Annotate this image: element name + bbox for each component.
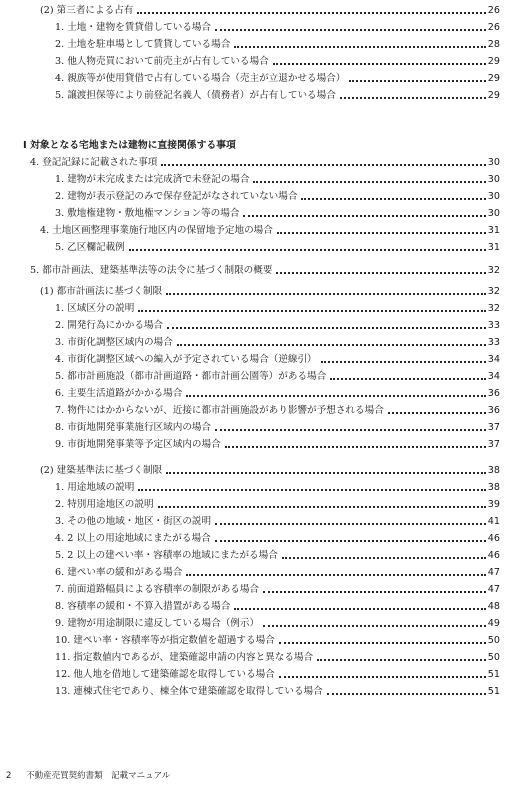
- toc-entry: [0, 528, 500, 545]
- toc-leader-dots: [273, 63, 486, 65]
- toc-entry: [0, 237, 500, 254]
- toc-entry: [0, 383, 500, 400]
- toc-entry: [0, 186, 500, 203]
- toc-leader-dots: [167, 327, 486, 329]
- toc-entry: [0, 349, 500, 366]
- toc-page-number: 36: [487, 405, 500, 416]
- toc-page-number: 41: [487, 516, 500, 527]
- toc-leader-dots: [276, 272, 485, 274]
- toc-leader-dots: [263, 591, 486, 593]
- toc-leader-dots: [277, 232, 486, 234]
- toc-entry-title: 5. 都市計画施設（都市計画道路・都市計画公園等）がある場合: [55, 371, 327, 382]
- toc-leader-dots: [301, 198, 485, 200]
- toc-page-number: 29: [487, 90, 500, 101]
- toc-page-number: 36: [487, 388, 500, 399]
- toc-page-number: 46: [487, 533, 500, 544]
- toc-page-number: 51: [487, 686, 500, 697]
- toc-entry: [0, 298, 500, 315]
- toc-entry-title: 8. 容積率の緩和・不算入措置がある場合: [55, 601, 231, 612]
- toc-leader-dots: [177, 344, 486, 346]
- toc-leader-dots: [138, 310, 485, 312]
- toc-entry: [0, 460, 500, 477]
- toc-entry-title: 5. 都市計画法、建築基準法等の法令に基づく制限の概要: [30, 265, 273, 276]
- toc-leader-dots: [215, 29, 486, 31]
- toc-entry: [0, 34, 500, 51]
- toc-entry: [0, 315, 500, 332]
- toc-entry: [0, 664, 500, 681]
- toc-entry: [0, 400, 500, 417]
- toc-entry-title: 4. 登記記録に記載された事項: [30, 157, 158, 168]
- toc-page-number: 28: [487, 39, 500, 50]
- toc-entry-title: 3. その他の地域・地区・街区の説明: [55, 516, 212, 527]
- toc-leader-dots: [234, 608, 485, 610]
- toc-entry: [0, 477, 500, 494]
- toc-page-number: 30: [487, 208, 500, 219]
- toc-page-number: 30: [487, 191, 500, 202]
- toc-page-number: 46: [487, 550, 500, 561]
- toc-entry-title: 1. 用途地域の説明: [55, 482, 135, 493]
- toc-leader-dots: [166, 293, 486, 295]
- toc-entry: [0, 434, 500, 451]
- toc-leader-dots: [263, 625, 486, 627]
- toc-entry-title: 13. 連棟式住宅であり、棟全体で建築確認を取得している場合: [55, 686, 323, 697]
- toc-entry-title: 3. 市街化調整区域内の場合: [55, 337, 173, 348]
- toc-entry-title: (1) 都市計画法に基づく制限: [40, 286, 163, 297]
- toc-entry: [0, 51, 500, 68]
- toc-entry: [0, 681, 500, 698]
- toc-entry-title: 3. 他人物売買において前売主が占有している場合: [55, 56, 269, 67]
- toc-leader-dots: [215, 429, 486, 431]
- toc-page-number: 29: [487, 73, 500, 84]
- toc-leader-dots: [243, 215, 485, 217]
- toc-entry: [0, 0, 500, 17]
- toc-leader-dots: [158, 506, 486, 508]
- toc-page-number: 47: [487, 584, 500, 595]
- toc-page-number: 33: [487, 337, 500, 348]
- toc-entry-title: (2) 建築基準法に基づく制限: [40, 465, 163, 476]
- toc-entry: [0, 332, 500, 349]
- toc-entry-title: 5. 2 以上の建ぺい率・容積率の地域にまたがる場合: [55, 550, 278, 561]
- toc-leader-dots: [317, 659, 486, 661]
- toc-leader-dots: [161, 164, 485, 166]
- footer-page-number: 2: [6, 771, 12, 781]
- toc-leader-dots: [282, 557, 486, 559]
- toc-leader-dots: [215, 523, 486, 525]
- footer-title: 不動産売買契約書類 記載マニュアル: [26, 771, 171, 781]
- toc-leader-dots: [225, 446, 486, 448]
- toc-leader-dots: [279, 642, 486, 644]
- toc-page-number: 34: [487, 371, 500, 382]
- toc-entry: [0, 260, 500, 277]
- toc-entry: [0, 68, 500, 85]
- toc-page-number: 26: [487, 5, 500, 16]
- toc-entry-title: 2. 土地を駐車場として賃貸している場合: [55, 39, 231, 50]
- toc-page-number: 32: [487, 265, 500, 276]
- toc-entry: [0, 17, 500, 34]
- toc-entry: [0, 169, 500, 186]
- toc-page-number: 26: [487, 22, 500, 33]
- toc-entry: [0, 494, 500, 511]
- toc-page-number: 29: [487, 56, 500, 67]
- toc-page-number: 47: [487, 567, 500, 578]
- toc-leader-dots: [279, 676, 486, 678]
- toc-leader-dots: [321, 361, 486, 363]
- toc-entry: [0, 630, 500, 647]
- toc-entry-title: 9. 建物が用途制限に違反している場合（例示）: [55, 618, 260, 629]
- toc-entry-title: 5. 譲渡担保等により前登記名義人（債務者）が占有している場合: [55, 90, 336, 101]
- page-footer: [6, 769, 170, 781]
- toc-entry: [0, 203, 500, 220]
- toc-entry-title: 4. 土地区画整理事業施行地区内の保留地予定地の場合: [40, 225, 273, 236]
- toc-page-number: 50: [487, 635, 500, 646]
- toc-leader-dots: [340, 97, 486, 99]
- toc-entry-title: 1. 建物が未完成または完成済で未登記の場合: [55, 174, 250, 185]
- toc-page-number: 51: [487, 669, 500, 680]
- toc-page-number: 33: [487, 320, 500, 331]
- toc-leader-dots: [327, 693, 486, 695]
- toc-entry: [0, 562, 500, 579]
- toc-leader-dots: [253, 181, 485, 183]
- toc-page-number: 30: [487, 174, 500, 185]
- toc-leader-dots: [234, 46, 485, 48]
- toc-entry-title: 6. 主要生活道路がかかる場合: [55, 388, 183, 399]
- toc-entry: [0, 613, 500, 630]
- toc-page-number: 34: [487, 354, 500, 365]
- toc-page-number: 39: [487, 499, 500, 510]
- toc-entry-title: 4. 2 以上の用途地域にまたがる場合: [55, 533, 211, 544]
- toc-page-number: 38: [487, 465, 500, 476]
- toc-leader-dots: [349, 80, 485, 82]
- toc-entry: [0, 417, 500, 434]
- toc-entry: [0, 545, 500, 562]
- toc-leader-dots: [186, 395, 485, 397]
- toc-entry-title: 2. 特別用途地区の説明: [55, 499, 154, 510]
- toc-entry-title: 11. 指定数値内であるが、建築確認申請の内容と異なる場合: [55, 652, 314, 663]
- toc-entry-title: 9. 市街地開発事業等予定区域内の場合: [55, 439, 221, 450]
- toc-leader-dots: [137, 12, 485, 14]
- toc-entry-title: 4. 市街化調整区域への編入が予定されている場合（逆線引）: [55, 354, 317, 365]
- toc-leader-dots: [138, 489, 485, 491]
- toc-page-number: 50: [487, 652, 500, 663]
- toc-page-number: 37: [487, 422, 500, 433]
- toc-entry-title: 1. 土地・建物を賃貸借している場合: [55, 22, 212, 33]
- toc-entry: [0, 579, 500, 596]
- toc-entry-title: 2. 建物が表示登記のみで保存登記がなされていない場合: [55, 191, 298, 202]
- toc-entry-title: 8. 市街地開発事業施行区域内の場合: [55, 422, 212, 433]
- toc-page-number: 30: [487, 157, 500, 168]
- toc-leader-dots: [166, 472, 486, 474]
- toc-entry-title: 4. 親族等が使用貸借で占有している場合（売主が立退かせる場合）: [55, 73, 346, 84]
- toc-entry-title: 7. 物件にはかからないが、近接に都市計画施設があり影響が予想される場合: [55, 405, 384, 416]
- toc-leader-dots: [129, 249, 486, 251]
- toc-entry-title: 2. 開発行為にかかる場合: [55, 320, 164, 331]
- toc-page-number: 48: [487, 601, 500, 612]
- toc-entry-title: 12. 他人地を借地して建築確認を取得している場合: [55, 669, 275, 680]
- chapter-heading: Ⅰ 対象となる宅地または建物に直接関係する事項: [23, 140, 236, 151]
- toc-entry: [0, 596, 500, 613]
- toc-entry-title: 6. 建ぺい率の緩和がある場合: [55, 567, 183, 578]
- toc-leader-dots: [186, 574, 485, 576]
- toc-entry-title: 10. 建ぺい率・容積率等が指定数値を超過する場合: [55, 635, 275, 646]
- toc-entry-title: 7. 前面道路幅員による容積率の制限がある場合: [55, 584, 260, 595]
- toc-entry: [0, 220, 500, 237]
- toc-entry: [0, 511, 500, 528]
- toc-leader-dots: [388, 412, 486, 414]
- toc-entry: [0, 85, 500, 102]
- toc-leader-dots: [215, 540, 486, 542]
- toc-entry: [0, 152, 500, 169]
- toc-page-number: 38: [487, 482, 500, 493]
- toc-entry: [0, 366, 500, 383]
- toc-page-number: 31: [487, 242, 500, 253]
- toc-page-number: 32: [487, 286, 500, 297]
- toc-entry: [0, 647, 500, 664]
- toc-page-number: 31: [487, 225, 500, 236]
- toc-entry: [0, 281, 500, 298]
- toc-entry-title: (2) 第三者による占有: [40, 5, 134, 16]
- toc-entry-title: 5. 乙区欄記載例: [55, 242, 125, 253]
- toc-page-number: 37: [487, 439, 500, 450]
- toc-entry-title: 3. 敷地権建物・敷地権マンション等の場合: [55, 208, 240, 219]
- toc-entry-title: 1. 区域区分の説明: [55, 303, 135, 314]
- toc-page-number: 49: [487, 618, 500, 629]
- toc-leader-dots: [330, 378, 486, 380]
- toc-page-number: 32: [487, 303, 500, 314]
